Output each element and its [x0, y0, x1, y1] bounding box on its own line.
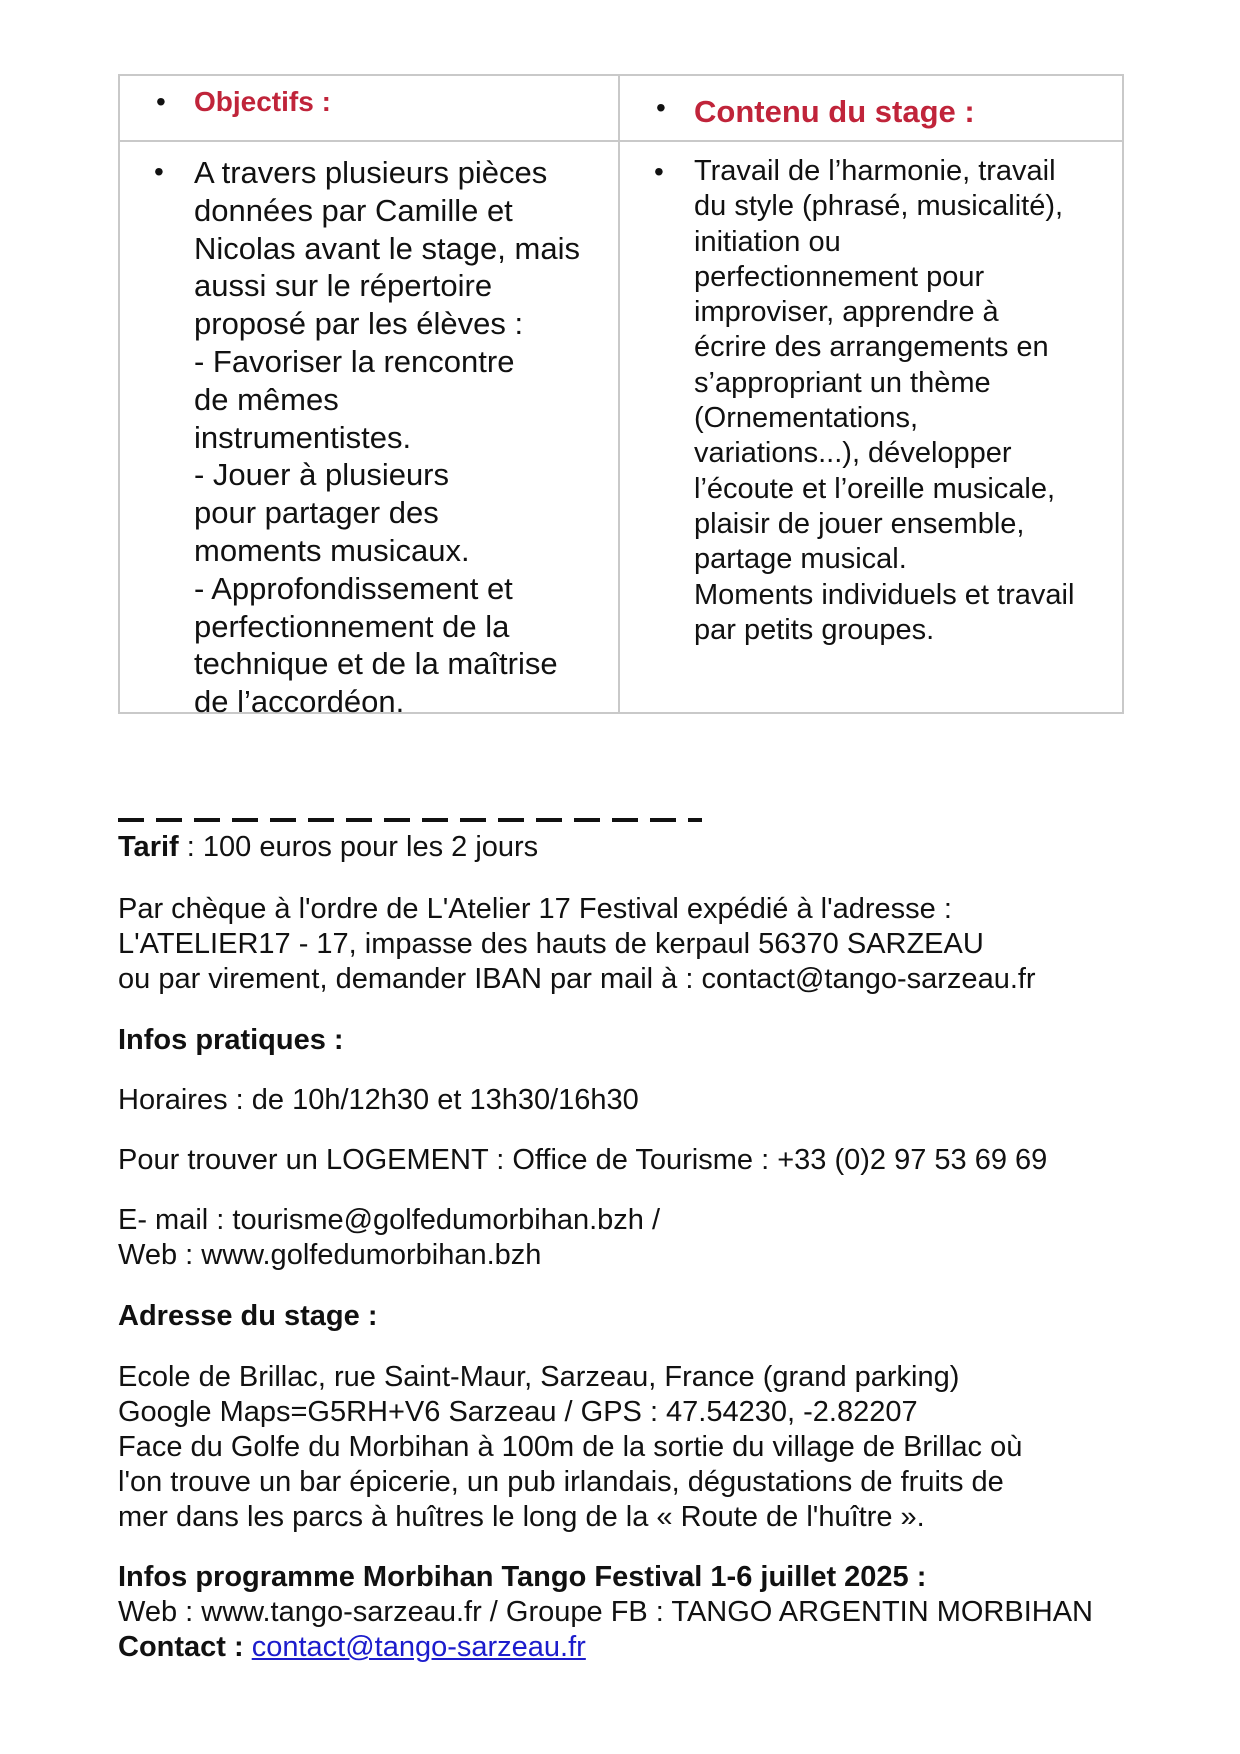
bullet-icon: • [156, 86, 166, 117]
objectifs-heading: Objectifs : [194, 86, 331, 117]
objectifs-header-cell [119, 75, 619, 141]
table-body-row [119, 141, 1123, 713]
logement-line: Pour trouver un LOGEMENT : Office de Tourisme : +33 (0)2 97 53 69 69 [118, 1144, 1048, 1176]
adresse-line-3: Face du Golfe du Morbihan à 100m de la sortie du village de Brillac où [118, 1431, 1023, 1463]
programme-web-line: Web : www.tango-sarzeau.fr / Groupe FB : TANGO ARGENTIN MORBIHAN [118, 1596, 1093, 1628]
bullet-icon: • [656, 92, 666, 123]
payment-line-3: ou par virement, demander IBAN par mail à : contact@tango-sarzeau.fr [118, 963, 1036, 995]
adresse-line-5: mer dans les parcs à huîtres le long de la « Route de l'huître ». [118, 1501, 925, 1533]
tarif-label: Tarif [118, 831, 179, 863]
table-header-row [119, 75, 1123, 141]
infos-pratiques-heading: Infos pratiques : [118, 1024, 344, 1056]
contenu-text: Travail de l’harmonie, travail du style (phrasé, musicalité), initiation ou perfectionnement pour improviser, apprendre à écrire des arrangements en s’appropriant un thème (Ornementations, variations...), développer l’écoute et l’oreille musicale, plaisir de jouer ensemble, partage musical. Moments individuels et travail par petits groupes. [694, 155, 1075, 646]
objectifs-body-cell [119, 141, 619, 720]
adresse-line-2: Google Maps=G5RH+V6 Sarzeau / GPS : 47.54230, -2.82207 [118, 1396, 918, 1428]
adresse-heading: Adresse du stage : [118, 1300, 378, 1332]
payment-line-1: Par chèque à l'ordre de L'Atelier 17 Festival expédié à l'adresse : [118, 893, 952, 925]
dashed-separator [118, 818, 702, 822]
contact-email-link[interactable]: contact@tango-sarzeau.fr [251, 1631, 586, 1663]
contact-line [118, 1630, 586, 1665]
contact-label: Contact : [118, 1631, 252, 1663]
contenu-header-cell [619, 75, 1123, 141]
tourisme-web-line: Web : www.golfedumorbihan.bzh [118, 1239, 542, 1271]
adresse-line-4: l'on trouve un bar épicerie, un pub irlandais, dégustations de fruits de [118, 1466, 1004, 1498]
contenu-body-cell [619, 141, 1123, 713]
payment-line-2: L'ATELIER17 - 17, impasse des hauts de kerpaul 56370 SARZEAU [118, 928, 984, 960]
bullet-icon: • [154, 156, 164, 187]
programme-heading: Infos programme Morbihan Tango Festival 1-6 juillet 2025 : [118, 1561, 927, 1593]
bullet-icon: • [654, 156, 664, 187]
tarif-line [118, 830, 538, 865]
stage-table [118, 74, 1124, 720]
tourisme-email-line: E- mail : tourisme@golfedumorbihan.bzh / [118, 1204, 661, 1236]
adresse-line-1: Ecole de Brillac, rue Saint-Maur, Sarzeau, France (grand parking) [118, 1361, 960, 1393]
contenu-heading: Contenu du stage : [694, 94, 975, 129]
horaires-line: Horaires : de 10h/12h30 et 13h30/16h30 [118, 1084, 639, 1116]
objectifs-text: A travers plusieurs pièces données par Camille et Nicolas avant le stage, mais aussi sur le répertoire proposé par les élèves : - Favoriser la rencontre de mêmes instrumentistes. - Jouer à plusieurs pour partager des moments musicaux. - Approfondissement et perfectionnement de la technique et de la maîtrise de l’accordéon. [194, 155, 580, 720]
tarif-value: : 100 euros pour les 2 jours [178, 831, 539, 863]
